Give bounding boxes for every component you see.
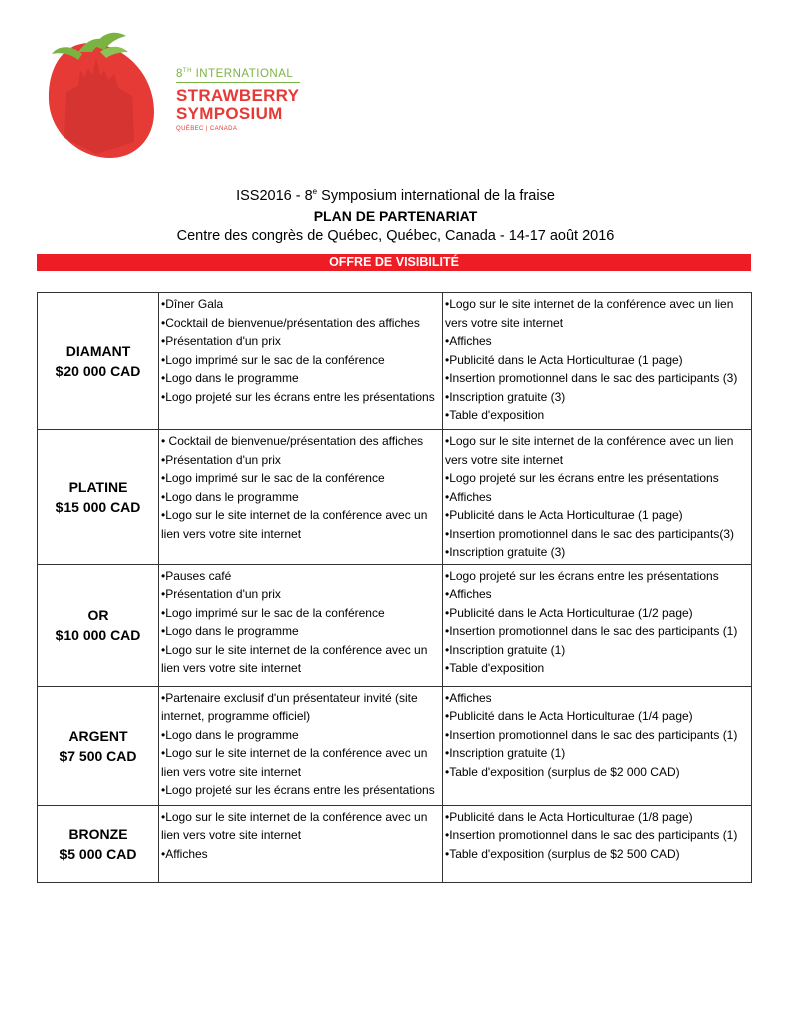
benefit-item: • Logo sur le site internet de la conférence avec un lien vers votre site internet: [161, 808, 440, 845]
benefit-item: • Cocktail de bienvenue/présentation des affiches: [161, 432, 440, 451]
benefit-item: • Logo projeté sur les écrans entre les présentations: [445, 567, 749, 586]
logo-international: INTERNATIONAL: [191, 67, 294, 80]
benefit-item: • Table d'exposition: [445, 406, 749, 425]
benefit-item: • Affiches: [445, 689, 749, 708]
benefits-column-2: [443, 293, 752, 430]
benefit-item: • Présentation d'un prix: [161, 585, 440, 604]
benefit-item: • Table d'exposition (surplus de $2 500 CAD): [445, 845, 749, 864]
benefit-item: • Insertion promotionnel dans le sac des participants (1): [445, 726, 749, 745]
tier-label: [38, 430, 159, 565]
benefit-item: • Logo dans le programme: [161, 622, 440, 641]
benefits-column-1: [159, 293, 443, 430]
benefit-item: • Logo imprimé sur le sac de la conférence: [161, 469, 440, 488]
benefit-item: • Logo projeté sur les écrans entre les présentations: [161, 781, 440, 800]
benefit-item: • Logo projeté sur les écrans entre les présentations: [161, 388, 440, 407]
benefit-item: • Inscription gratuite (3): [445, 388, 749, 407]
benefits-list: [161, 295, 440, 406]
benefits-list: [161, 432, 440, 543]
section-banner: OFFRE DE VISIBILITÉ: [37, 254, 751, 271]
benefit-item: • Inscription gratuite (3): [445, 543, 749, 562]
tier-price: $7 500 CAD: [59, 747, 137, 764]
benefit-item: • Insertion promotionnel dans le sac des participants (1): [445, 826, 749, 845]
benefit-item: • Partenaire exclusif d'un présentateur invité (site internet, programme officiel): [161, 689, 440, 726]
benefits-column-2: [443, 805, 752, 882]
benefit-item: • Inscription gratuite (1): [445, 744, 749, 763]
document-subtitle: PLAN DE PARTENARIAT: [313, 207, 478, 224]
benefit-item: • Publicité dans le Acta Horticulturae (1 page): [445, 506, 749, 525]
tier-price: $15 000 CAD: [55, 498, 141, 515]
benefit-item: • Affiches: [445, 585, 749, 604]
benefit-item: • Logo dans le programme: [161, 488, 440, 507]
tier-row-or: [38, 564, 752, 686]
benefit-item: • Affiches: [161, 845, 440, 864]
benefit-item: • Table d'exposition: [445, 659, 749, 678]
benefits-list: [161, 567, 440, 678]
benefit-item: • Affiches: [445, 488, 749, 507]
tier-name: BRONZE: [68, 825, 128, 842]
tier-name: OR: [87, 607, 109, 623]
sponsorship-table: [37, 292, 752, 883]
tier-price: $5 000 CAD: [59, 845, 137, 862]
tier-row-bronze: [38, 805, 752, 882]
document-venue: Centre des congrès de Québec, Québec, Canada - 14-17 août 2016: [176, 227, 615, 244]
tier-name: PLATINE: [68, 478, 128, 495]
document-title: ISS2016 - 8e Symposium international de la fraise: [236, 187, 555, 204]
tier-label: [38, 805, 159, 882]
benefits-column-1: [159, 805, 443, 882]
benefits-list: [445, 808, 749, 864]
benefit-item: • Logo projeté sur les écrans entre les présentations: [445, 469, 749, 488]
benefits-column-1: [159, 564, 443, 686]
benefit-item: • Logo imprimé sur le sac de la conférence: [161, 351, 440, 370]
benefit-item: • Publicité dans le Acta Horticulturae (1/4 page): [445, 707, 749, 726]
benefit-item: • Présentation d'un prix: [161, 332, 440, 351]
benefits-column-2: [443, 686, 752, 805]
benefits-column-1: [159, 430, 443, 565]
benefit-item: • Logo dans le programme: [161, 369, 440, 388]
benefits-list: [445, 432, 749, 562]
benefit-item: • Table d'exposition (surplus de $2 000 CAD): [445, 763, 749, 782]
strawberry-logo-icon: [36, 30, 166, 165]
benefit-item: • Pauses café: [161, 567, 440, 586]
tier-price: $10 000 CAD: [55, 627, 141, 643]
logo-edition-suffix: TH: [182, 68, 192, 74]
benefit-item: • Insertion promotionnel dans le sac des participants (3): [445, 369, 749, 388]
tier-label: [38, 686, 159, 805]
benefits-list: [445, 295, 749, 425]
document-header: [0, 182, 791, 246]
benefit-item: • Logo sur le site internet de la conférence avec un lien vers votre site internet: [161, 744, 440, 781]
benefit-item: • Logo sur le site internet de la conférence avec un lien vers votre site internet: [445, 295, 749, 332]
symposium-logo: [36, 30, 316, 165]
benefit-item: • Cocktail de bienvenue/présentation des affiches: [161, 314, 440, 333]
benefit-item: • Logo sur le site internet de la conférence avec un lien vers votre site internet: [161, 506, 440, 543]
benefit-item: • Présentation d'un prix: [161, 451, 440, 470]
sponsorship-table-body: [38, 293, 752, 883]
benefit-item: • Publicité dans le Acta Horticulturae (1/2 page): [445, 604, 749, 623]
benefits-list: [445, 567, 749, 678]
benefits-list: [161, 689, 440, 800]
tier-row-argent: [38, 686, 752, 805]
benefits-column-2: [443, 564, 752, 686]
benefit-item: • Logo sur le site internet de la conférence avec un lien vers votre site internet: [445, 432, 749, 469]
tier-price: $20 000 CAD: [55, 363, 141, 379]
tier-name: ARGENT: [68, 727, 128, 744]
tier-row-diamant: [38, 293, 752, 430]
logo-symposium: SYMPOSIUM: [176, 104, 283, 124]
tier-label: [38, 564, 159, 686]
tier-name: DIAMANT: [65, 343, 131, 359]
logo-wordmark: [176, 68, 300, 132]
benefit-item: • Dîner Gala: [161, 295, 440, 314]
benefits-list: [445, 689, 749, 782]
benefit-item: • Publicité dans le Acta Horticulturae (1/8 page): [445, 808, 749, 827]
benefit-item: • Affiches: [445, 332, 749, 351]
benefit-item: • Publicité dans le Acta Horticulturae (1 page): [445, 351, 749, 370]
benefit-item: • Insertion promotionnel dans le sac des participants(3): [445, 525, 749, 544]
logo-location: QUÉBEC | CANADA: [176, 126, 238, 133]
tier-row-platine: [38, 430, 752, 565]
benefit-item: • Logo imprimé sur le sac de la conférence: [161, 604, 440, 623]
benefit-item: • Logo sur le site internet de la conférence avec un lien vers votre site internet: [161, 641, 440, 678]
benefits-list: [161, 808, 440, 864]
logo-divider: [176, 82, 300, 83]
logo-strawberry: STRAWBERRY: [176, 86, 300, 106]
benefits-column-2: [443, 430, 752, 565]
benefits-column-1: [159, 686, 443, 805]
benefit-item: • Inscription gratuite (1): [445, 641, 749, 660]
benefit-item: • Insertion promotionnel dans le sac des participants (1): [445, 622, 749, 641]
benefit-item: • Logo dans le programme: [161, 726, 440, 745]
tier-label: [38, 293, 159, 430]
logo-edition: 8: [176, 67, 183, 80]
